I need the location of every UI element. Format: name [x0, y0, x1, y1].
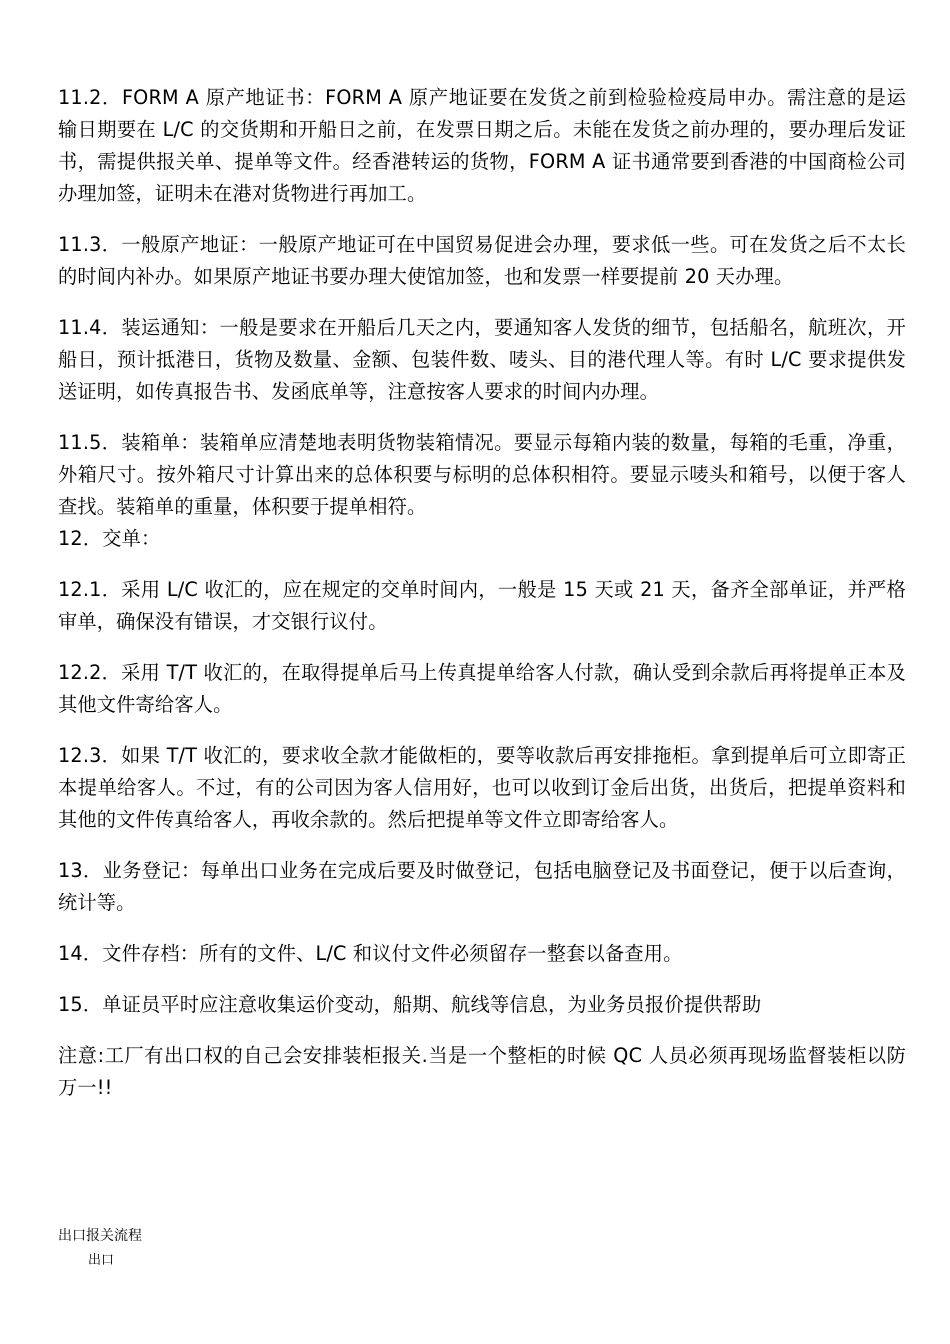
footer-subtitle: 出口 [88, 1253, 115, 1268]
paragraph-15: 15．单证员平时应注意收集运价变动，船期、航线等信息，为业务员报价提供帮助 [58, 993, 762, 1016]
paragraph-11-5: 11.5．装箱单：装箱单应清楚地表明货物装箱情况。要显示每箱内装的数量，每箱的毛重，净重，外箱尺寸。按外箱尺寸计算出来的总体积要与标明的总体积相符。要显示唛头和箱号，以便于客人查找。装箱单的重量，体积要于提单相符。 [58, 431, 906, 518]
note-paragraph: 注意:工厂有出口权的自己会安排装柜报关.当是一个整柜的时候 QC 人员必须再现场监督装柜以防万一!! [58, 1044, 906, 1099]
paragraph-14: 14．文件存档：所有的文件、L/C 和议付文件必须留存一整套以备查用。 [58, 942, 683, 965]
paragraph-13: 13．业务登记：每单出口业务在完成后要及时做登记，包括电脑登记及书面登记，便于以后查询，统计等。 [58, 859, 906, 914]
document-body [58, 82, 906, 1123]
footer-title: 出口报关流程 [58, 1228, 142, 1244]
paragraph-12-2: 12.2．采用 T/T 收汇的，在取得提单后马上传真提单给客人付款，确认受到余款后再将提单正本及其他文件寄给客人。 [58, 661, 906, 716]
paragraph-12-3: 12.3．如果 T/T 收汇的，要求收全款才能做柜的，要等收款后再安排拖柜。拿到提单后可立即寄正本提单给客人。不过，有的公司因为客人信用好，也可以收到订金后出货，出货后，把提单资料和其他的文件传真给客人，再收余款的。然后把提单等文件立即寄给客人。 [58, 744, 906, 831]
paragraph-11-2: 11.2．FORM A 原产地证书：FORM A 原产地证要在发货之前到检验检疫局申办。需注意的是运输日期要在 L/C 的交货期和开船日之前，在发票日期之后。未能在发货之前办理的，要办理后发证书，需提供报关单、提单等文件。经香港转运的货物，FORM A 证书通常要到香港的中国商检公司办理加签，证明未在港对货物进行再加工。 [58, 86, 906, 205]
paragraph-11-4: 11.4．装运通知：一般是要求在开船后几天之内，要通知客人发货的细节，包括船名，航班次，开船日，预计抵港日，货物及数量、金额、包装件数、唛头、目的港代理人等。有时 L/C 要求提供发送证明，如传真报告书、发函底单等，注意按客人要求的时间内办理。 [58, 316, 906, 403]
paragraph-12-1: 12.1．采用 L/C 收汇的，应在规定的交单时间内，一般是 15 天或 21 天，备齐全部单证，并严格审单，确保没有错误，才交银行议付。 [58, 578, 906, 633]
heading-12: 12．交单： [58, 527, 161, 550]
paragraph-11-3: 11.3．一般原产地证：一般原产地证可在中国贸易促进会办理，要求低一些。可在发货之后不太长的时间内补办。如果原产地证书要办理大使馆加签，也和发票一样要提前 20 天办理。 [58, 233, 906, 288]
